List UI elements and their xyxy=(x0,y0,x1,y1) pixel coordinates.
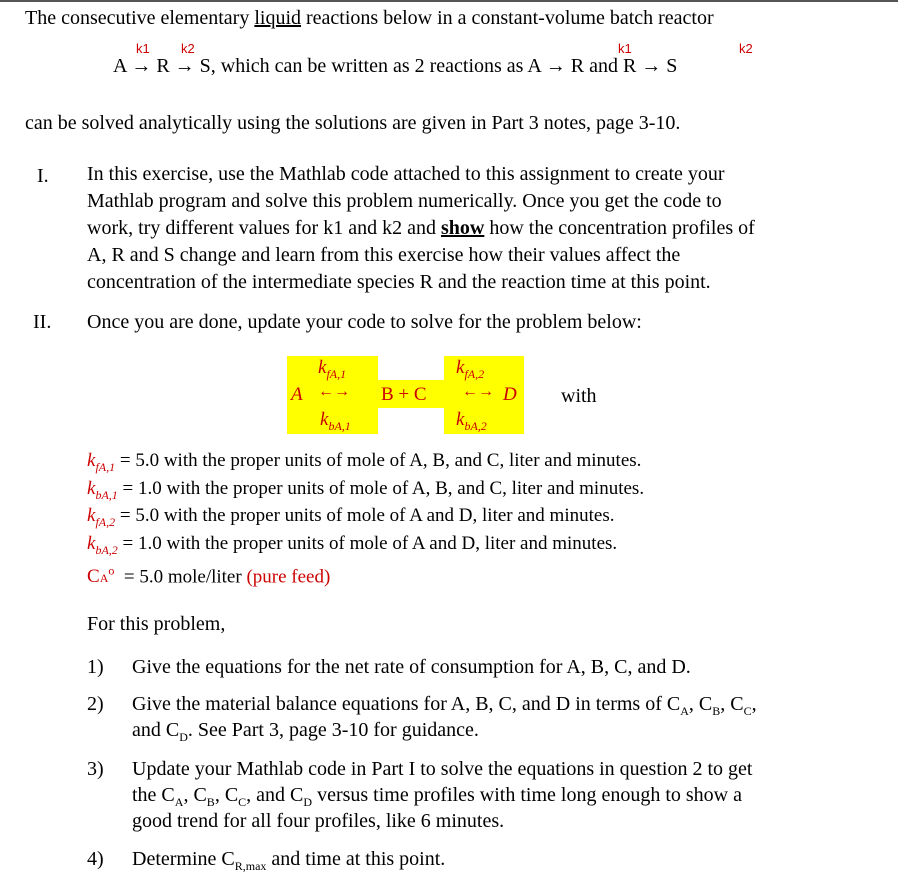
part2-line: Once you are done, update your code to solve for the problem below: xyxy=(87,311,642,333)
part1-numeral: I. xyxy=(37,165,49,187)
part2-numeral: II. xyxy=(33,311,52,333)
kf-a2-label: $k_{fA,2}$ xyxy=(456,357,485,381)
constant-row: $k_{fA,2} = 5.0$ with the proper units of mole of A and D, liter and minutes. xyxy=(87,505,615,529)
q3-line-3: good trend for all four profiles, like 6 minutes. xyxy=(132,810,505,832)
kb-a1-label: $k_{bA,1}$ xyxy=(320,409,351,433)
equilibrium-arrow-1: ←→ xyxy=(318,383,350,400)
q2-line-1: Give the material balance equations for A, B, C, and D in terms of $C_A$, $C_B$, $C_C$, xyxy=(132,693,757,718)
top-border xyxy=(0,0,898,2)
q2-number: 2) xyxy=(87,693,104,715)
show-emphasis: show xyxy=(440,217,485,239)
rxn-label-k2b: k2 xyxy=(739,41,753,56)
q1-number: 1) xyxy=(87,656,104,678)
reaction-line: A → R → S, which can be written as 2 reactions as A → R and R → S xyxy=(113,55,678,77)
constant-row: $k_{bA,1} = 1.0$ with the proper units of mole of A, B, and C, liter and minutes. xyxy=(87,478,645,502)
q3-number: 3) xyxy=(87,758,104,780)
rxn-label-k2: k2 xyxy=(181,41,195,56)
q4-number: 4) xyxy=(87,848,104,870)
q2-line-2: and $C_D$. See Part 3, page 3-10 for guidance. xyxy=(132,719,479,744)
species-a: A xyxy=(291,384,303,405)
kf-a1-label: $k_{fA,1}$ xyxy=(318,357,347,381)
kb-a2-label: $k_{bA,2}$ xyxy=(456,409,487,433)
q3-line-1: Update your Mathlab code in Part I to solve the equations in question 2 to get xyxy=(132,758,753,780)
constant-row: $k_{fA,1} = 5.0$ with the proper units of mole of A, B, and C, liter and minutes. xyxy=(87,450,642,474)
intro-line-1: The consecutive elementary liquid reactions below in a constant-volume batch reactor xyxy=(25,7,714,29)
equilibrium-arrow-2: ←→ xyxy=(462,383,494,400)
constant-row: $k_{bA,2} = 1.0$ with the proper units of mole of A and D, liter and minutes. xyxy=(87,533,618,557)
species-bc: B + C xyxy=(381,384,427,405)
problem-heading: For this problem, xyxy=(87,613,226,635)
rxn-label-k1: k1 xyxy=(136,41,150,56)
part1-paragraph: In this exercise, use the Mathlab code attached to this assignment to create your Mathlab program and solve this problem numerically. Once you get the code to work, try different values for k1 and k2 and show how the concentration profiles of A, R and S change and learn from this exercise how their values affect the concentration of the intermediate species R and the reaction time at this point. xyxy=(87,163,755,293)
q3-line-2: the $C_A$, $C_B$, $C_C$, and $C_D$ versus time profiles with time long enough to show a xyxy=(132,784,743,809)
liquid-underlined: liquid xyxy=(254,7,302,29)
intro-line-3: can be solved analytically using the solutions are given in Part 3 notes, page 3-10. xyxy=(25,112,681,134)
feed-concentration: $CA^o = 5.0$ mole/liter (pure feed) xyxy=(87,564,331,588)
q1-text: Give the equations for the net rate of consumption for A, B, C, and D. xyxy=(132,656,691,678)
q4-text: Determine $C_{R,max}$ and time at this point. xyxy=(132,848,446,873)
species-d: D xyxy=(503,384,517,405)
with-label: with xyxy=(561,385,597,407)
rxn-label-k1b: k1 xyxy=(618,41,632,56)
